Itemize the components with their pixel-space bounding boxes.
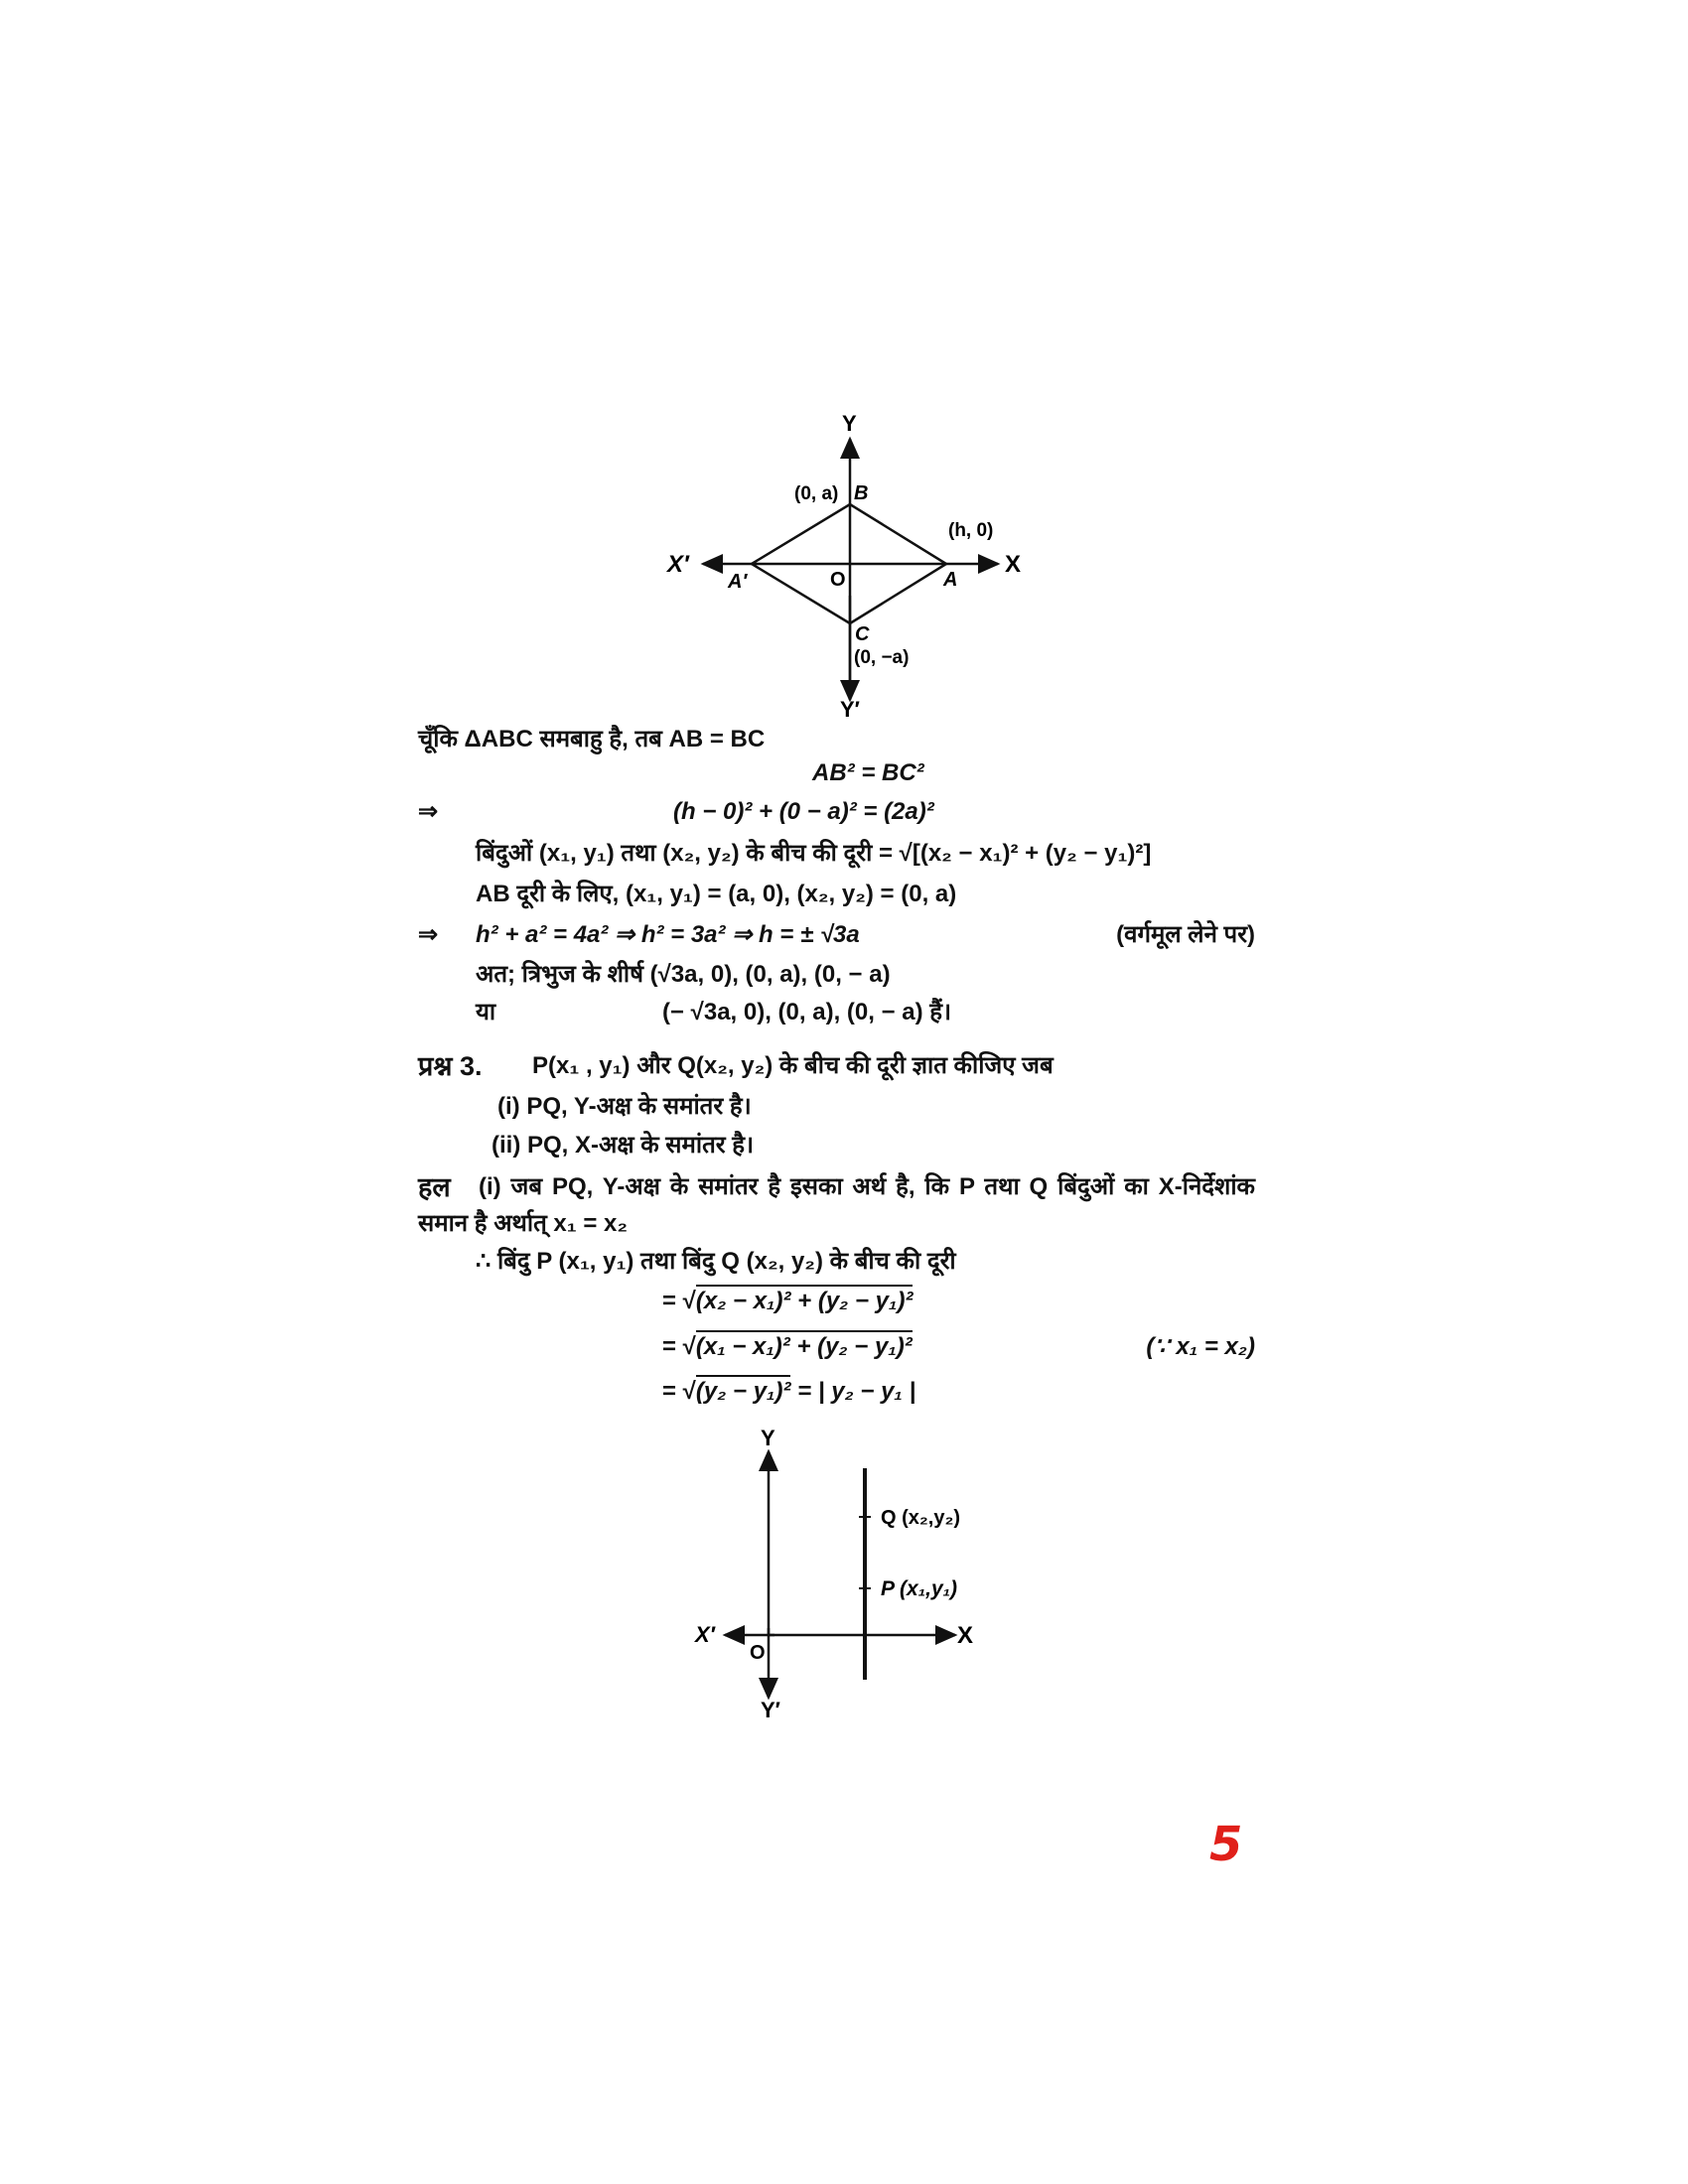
square-root-note: (वर्गमूल लेने पर) (1116, 921, 1255, 948)
solution-line-1: (i) जब PQ, Y-अक्ष के समांतर है इसका अर्थ है, कि P तथा Q बिंदुओं का X-निर्देशांक (479, 1173, 1255, 1200)
radicand: (x₂ − x₁)² + (y₂ − y₁)² (696, 1285, 914, 1314)
question-part-i: (i) PQ, Y-अक्ष के समांतर है। (497, 1093, 752, 1120)
axis-y-neg-label: Y′ (840, 697, 860, 722)
point-b-label: B (854, 482, 869, 504)
solution-line-2: समान है अर्थात् x₁ = x₂ (418, 1210, 629, 1237)
distance-formula: बिंदुओं (x₁, y₁) तथा (x₂, y₂) के बीच की दूरी = √[(x₂ − x₁)² + (y₂ − y₁)²] (476, 840, 1152, 867)
vertices-result: अत; त्रिभुज के शीर्ष (√3a, 0), (0, a), (0, − a) (476, 961, 891, 988)
equals-sqrt: = √ (662, 1288, 696, 1314)
coord-b-label: (0, a) (794, 483, 839, 504)
coord-c-label: (0, −a) (854, 647, 910, 668)
ab-distance-values: AB दूरी के लिए, (x₁, y₁) = (a, 0), (x₂, y₂) = (0, a) (476, 881, 957, 907)
question-part-ii: (ii) PQ, X-अक्ष के समांतर है। (492, 1132, 755, 1159)
reason-note: (∵ x₁ = x₂) (1146, 1333, 1255, 1360)
solution-line-3: ∴ बिंदु P (x₁, y₁) तथा बिंदु Q (x₂, y₂) के बीच की दूरी (476, 1248, 956, 1275)
axis-x-neg-label: X′ (667, 551, 689, 578)
point-a-label: A (943, 569, 958, 591)
axis-x-label: X (957, 1622, 974, 1649)
axis-y-label: Y (842, 411, 857, 436)
implies-symbol: ⇒ (418, 798, 439, 825)
point-q-label: Q (x₂,y₂) (881, 1507, 961, 1529)
origin-label: O (750, 1642, 766, 1664)
radicand: (x₁ − x₁)² + (y₂ − y₁)² (696, 1330, 913, 1360)
origin-label: O (830, 569, 846, 591)
axis-y-neg-label: Y′ (761, 1698, 780, 1722)
absolute-value-result: = | y₂ − y₁ | (797, 1378, 916, 1405)
equation-ab-bc-squared: AB² = BC² (812, 759, 924, 786)
solution-label: हल (418, 1172, 451, 1202)
distance-equation-1 (662, 1287, 913, 1316)
radicand: (y₂ − y₁)² (696, 1375, 791, 1405)
coord-a-label: (h, 0) (948, 520, 994, 541)
point-a-neg-label: A′ (728, 571, 748, 593)
equals-sqrt: = √ (662, 1333, 696, 1360)
page-number: 5 (1209, 1817, 1243, 1872)
point-p-label: P (x₁,y₁) (881, 1577, 958, 1600)
equals-sqrt: = √ (662, 1378, 696, 1405)
point-c-label: C (855, 623, 870, 645)
implies-symbol: ⇒ (418, 921, 439, 948)
vertices-alternate: (− √3a, 0), (0, a), (0, − a) हैं। (662, 999, 952, 1025)
axis-x-label: X (1005, 551, 1022, 578)
equilateral-statement: चूँकि ΔABC समबाहु है, तब AB = BC (418, 726, 766, 752)
question-text: P(x₁ , y₁) और Q(x₂, y₂) के बीच की दूरी ज्ञात कीजिए जब (532, 1052, 1054, 1079)
parallel-line-diagram (0, 1410, 1688, 1737)
distance-equation-3 (662, 1377, 915, 1407)
axis-x-neg-label: X′ (695, 1622, 715, 1647)
distance-equation-2 (662, 1332, 913, 1362)
axis-y-label: Y (761, 1426, 775, 1450)
solve-h-equation: h² + a² = 4a² ⇒ h² = 3a² ⇒ h = ± √3a (476, 921, 860, 948)
question-label: प्रश्न 3. (418, 1051, 483, 1081)
equation-distance-squared: (h − 0)² + (0 − a)² = (2a)² (673, 798, 934, 825)
or-label: या (476, 999, 496, 1025)
triangle-diagram (0, 0, 1688, 754)
